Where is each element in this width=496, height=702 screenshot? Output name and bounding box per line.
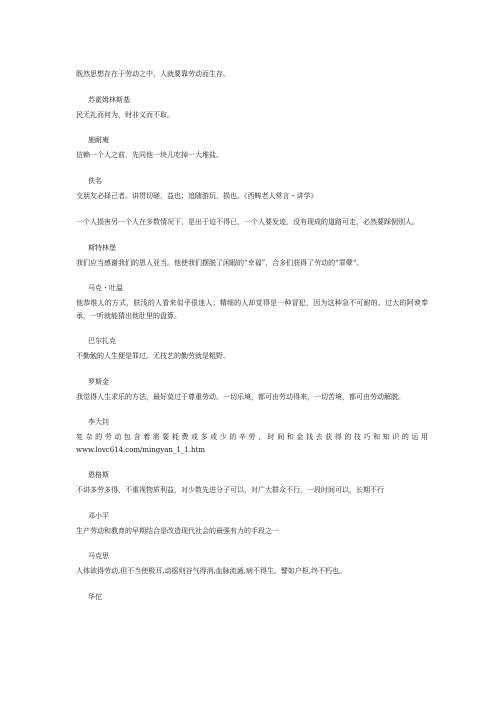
quote-entry <box>76 551 428 578</box>
quote-entry <box>76 511 428 538</box>
quote-text: 民无礼而何为，财非义而不取。 <box>76 110 174 119</box>
author-name: 马克思 <box>88 552 109 560</box>
quote-entry <box>76 592 428 602</box>
quote-text: 他恭维人的方式，肤浅的人看来似乎很迷人；精细的人却觉得是一种冒犯，因为这种急不可耐的、过大的阿谀奉承，一听就能猜出他肚里的盘算。 <box>76 299 428 320</box>
quote-entry <box>76 95 428 122</box>
quote-text: 人体欲得劳动,但不当使极耳,动摇则谷气得消,血脉流通,病不得生。譬如户枢,终不朽也。 <box>76 567 347 575</box>
quote-text: 我们应当感谢我们的恩人亚当。他使我们摆脱了闲暇的“幸福”，合多们获得了劳动的“罪孽“。 <box>76 258 364 267</box>
quote-text: 一个人损害另一个人在多数情况下，是出于迫不得已，一个人要发迹，没有现成的道路可走，必然要踩倒别人。 <box>76 218 419 226</box>
quote-entry <box>76 68 428 81</box>
quote-text: 复杂的劳动包含着需要耗费或多或少的辛劳、时间和金钱去获得的技巧和知识的运用www.lovc614.com/mingyan_1_1.htm <box>76 433 428 454</box>
author-name: 苏霍姆林斯基 <box>88 95 130 104</box>
quote-entry <box>76 216 428 229</box>
author-name: 李大钊 <box>88 418 109 426</box>
quote-entry <box>76 176 428 203</box>
author-name: 罗斯金 <box>88 377 109 386</box>
quote-text: 我觉得人生求乐的方法，最好莫过于尊重劳动。一切乐境，都可由劳动得来，一切苦境，都可由劳动解脱。 <box>76 392 405 401</box>
quote-text: 不勤勉的人生便是罪过。无技艺的勤劳就是粗野。 <box>76 352 230 360</box>
quote-entry <box>76 243 428 270</box>
author-name: 恩格斯 <box>88 471 109 479</box>
quote-entry <box>76 377 428 404</box>
quote-entry <box>76 417 428 456</box>
author-name: 华佗 <box>88 592 102 601</box>
author-name: 斯特林堡 <box>88 243 116 252</box>
quote-text: 生产劳动和教育的早期结合是改造现代社会的最强有力的手段之一 <box>76 526 279 535</box>
author-name: 巴尔扎克 <box>88 337 116 345</box>
quote-text: 信赖一个人之前，先同他一块儿吃掉一大堆盐。 <box>76 151 223 159</box>
quote-text: 既然思想存在于劳动之中，人就要靠劳动而生存。 <box>76 70 230 78</box>
quote-text: 交朋友必择己者。讲贯切磋，益也；追随游玩，损也。《西畴老人常言・讲学》 <box>76 191 318 200</box>
quote-text: 不讲多劳多得，不重视物质利益，对少数先进分子可以，对广大群众不行，一段时间可以，长期不行 <box>76 486 384 494</box>
quote-entry <box>76 470 428 497</box>
document-page <box>76 68 428 606</box>
quote-entry <box>76 336 428 363</box>
author-name: 施耐庵 <box>88 136 109 144</box>
quote-entry <box>76 283 428 322</box>
quote-entry <box>76 135 428 162</box>
author-name: 马克・吐温 <box>88 284 123 292</box>
author-name: 邓小平 <box>88 511 109 520</box>
author-name: 佚名 <box>88 176 102 185</box>
